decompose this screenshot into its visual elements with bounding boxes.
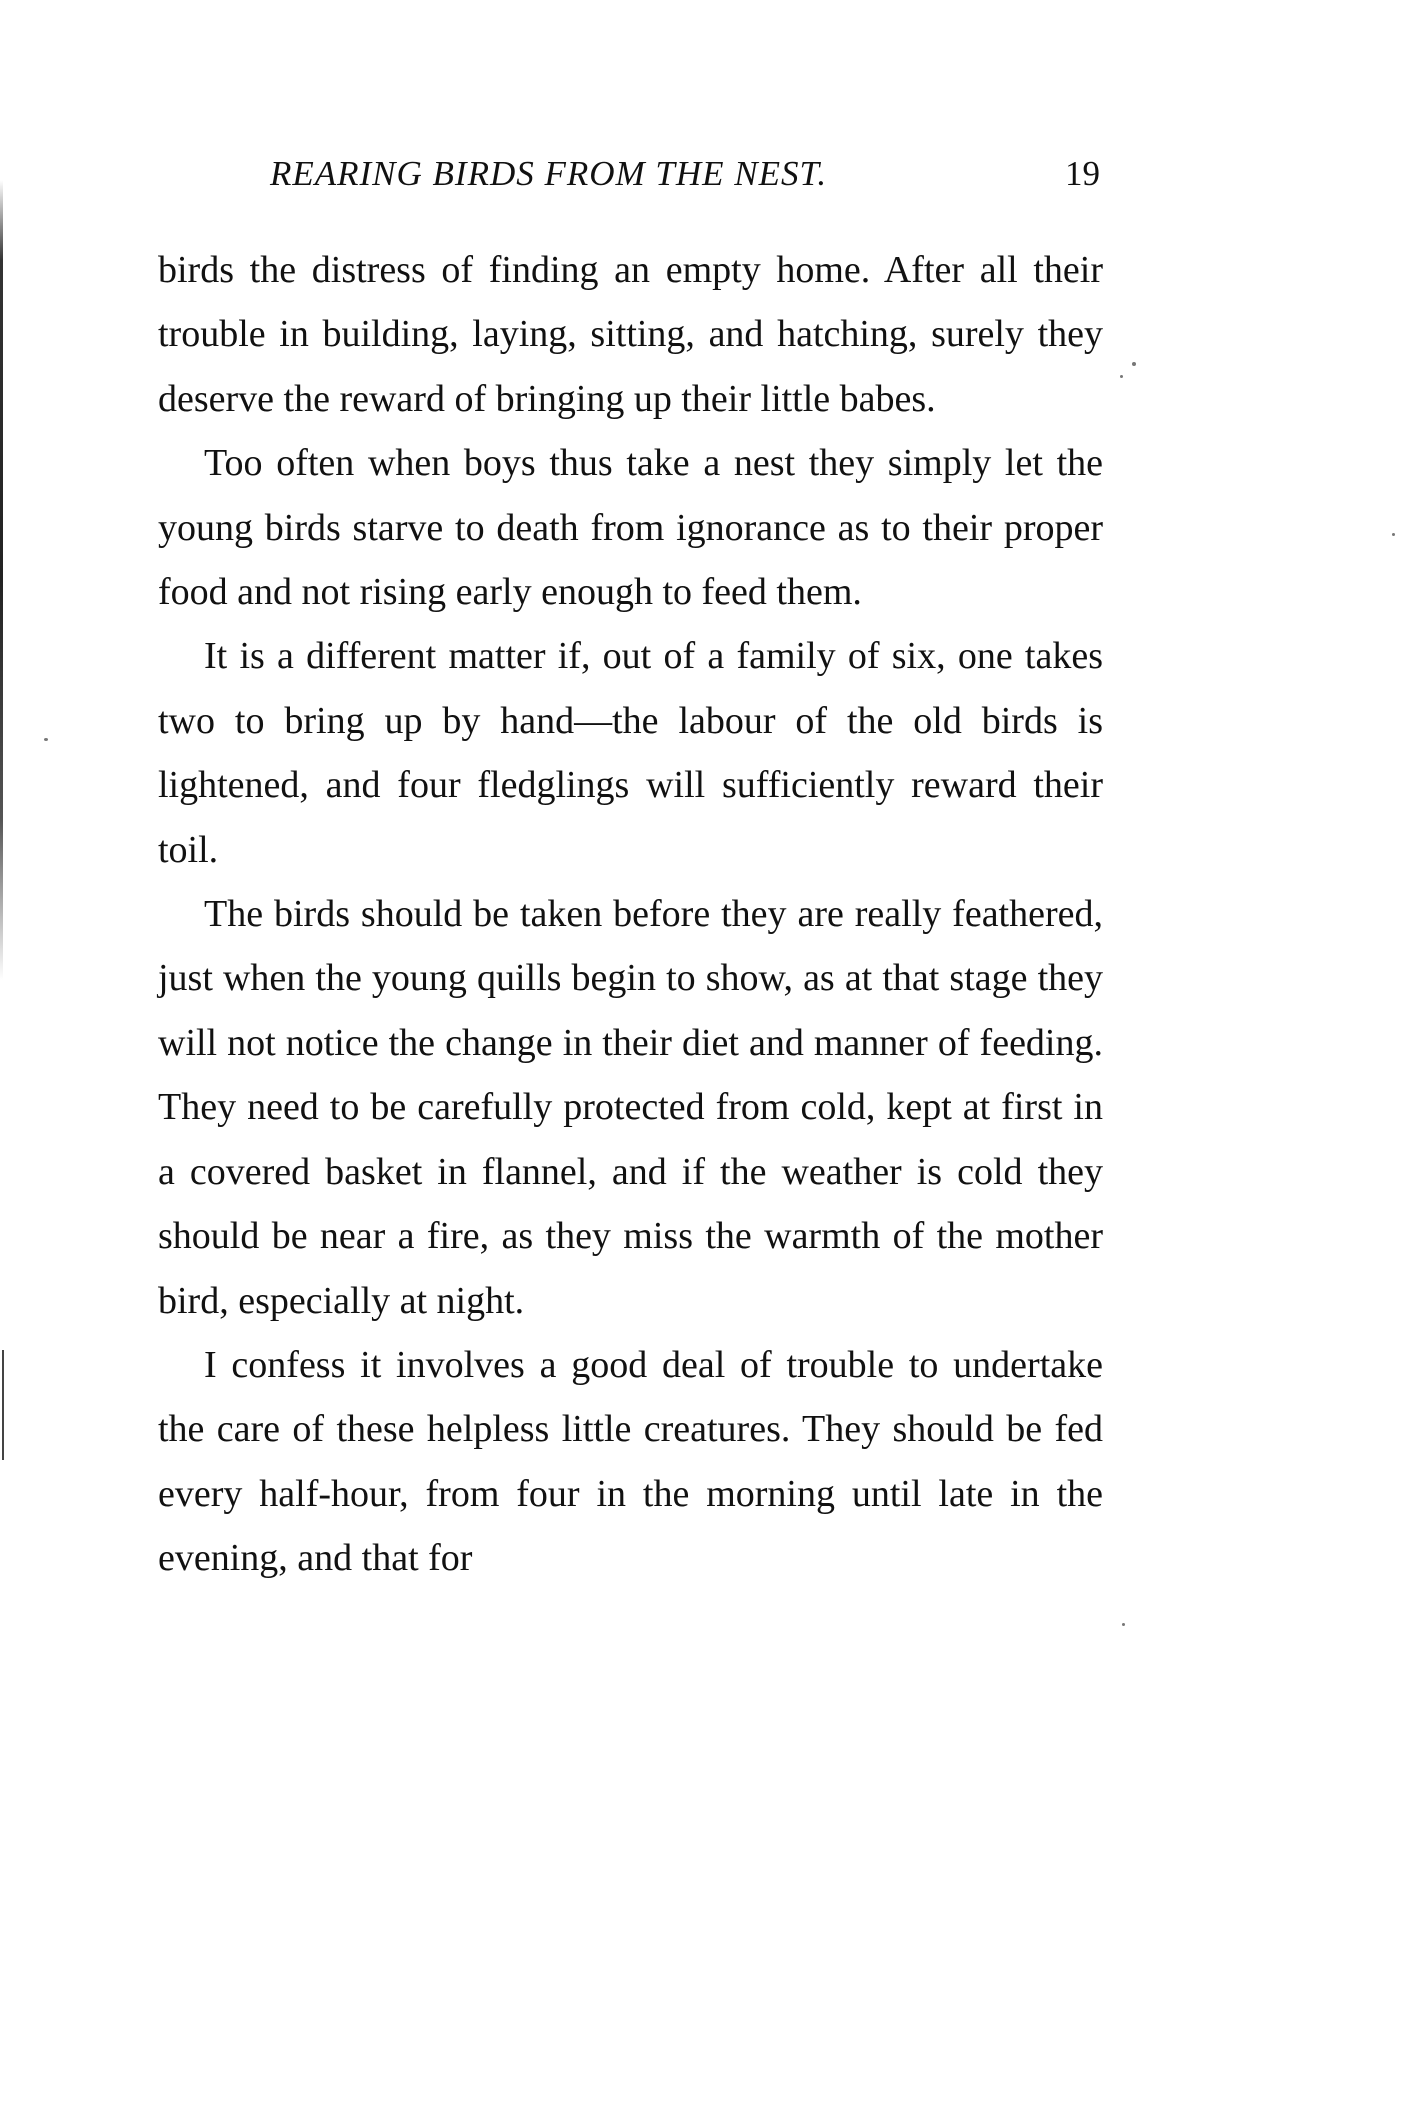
paper-speck <box>1392 533 1395 536</box>
body-text <box>158 238 1103 1591</box>
paper-speck <box>44 738 48 741</box>
paragraph: Too often when boys thus take a nest they simply let the young birds starve to death from ignorance as to their proper food and not rising early enough to feed them. <box>158 442 1103 614</box>
paragraph: The birds should be taken before they are really feathered, just when the young quills begin to show, as at that stage they will not notice the change in their diet and manner of feeding. They need to be carefully protected from cold, kept at first in a covered basket in flannel, and if the weather is cold they should be near a fire, as they miss the warmth of the mother bird, especially at night. <box>158 893 1103 1322</box>
paragraph: It is a different matter if, out of a family of six, one takes two to bring up by hand—the labour of the old birds is lightened, and four fledglings will sufficiently reward their toil. <box>158 635 1103 871</box>
paper-speck <box>1122 1623 1125 1626</box>
running-head <box>270 154 1100 204</box>
paper-speck <box>1120 375 1123 378</box>
paragraph: I confess it involves a good deal of trouble to undertake the care of these helpless little creatures. They should be fed every half-hour, from four in the morning until late in the evening, and that for <box>158 1343 1103 1580</box>
paragraph: birds the distress of finding an empty home. After all their trouble in building, laying, sitting, and hatching, surely they deserve the reward of bringing up their little babes. <box>158 249 1103 420</box>
paper-speck <box>1132 362 1136 366</box>
binding-shadow-lower <box>2 1350 4 1460</box>
running-title: REARING BIRDS FROM THE NEST. <box>270 154 828 193</box>
page-number: 19 <box>1065 154 1100 193</box>
binding-shadow <box>0 180 3 980</box>
